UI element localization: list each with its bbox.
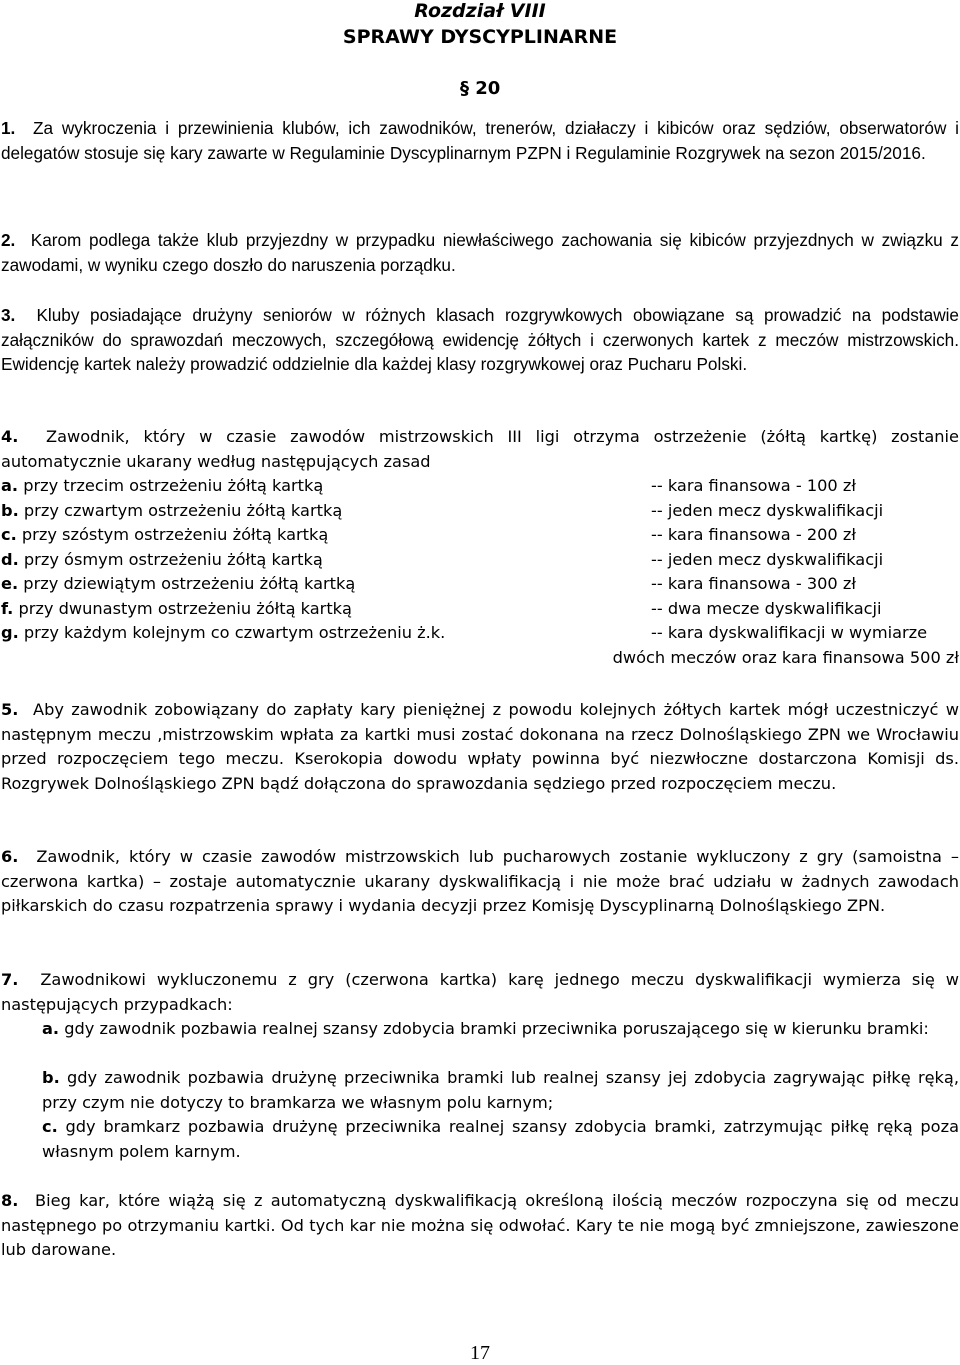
item-penalty: -- dwa mecze dyskwalifikacji — [651, 598, 882, 618]
item-penalty: -- kara dyskwalifikacji w wymiarze — [651, 623, 928, 642]
item-penalty: -- kara finansowa - 100 zł — [651, 476, 856, 495]
item-text: przy czwartym ostrzeżeniu żółtą kartką — [23, 500, 343, 520]
list-item-continuation — [1, 646, 959, 671]
item-letter: a. — [1, 476, 19, 495]
paragraph-number: 6. — [1, 847, 19, 866]
list-item — [1, 572, 959, 597]
item-letter: a. — [42, 1019, 60, 1038]
paragraph-text: Karom podlega także klub przyjezdny w przypadku niewłaściwego zachowania się kibiców przyjezdnych w związku z zawodami, w wyniku czego doszło do naruszenia porządku. — [1, 230, 959, 275]
item-letter: e. — [1, 574, 19, 593]
list-item — [1, 474, 959, 499]
list-item — [1, 621, 959, 646]
item-penalty-continuation: dwóch meczów oraz kara finansowa 500 zł — [612, 647, 959, 667]
item-letter: c. — [42, 1117, 58, 1136]
item-text: gdy zawodnik pozbawia drużynę przeciwnika bramki lub realnej szansy jej zdobycia zagrywając piłkę ręką, przy czym nie dotyczy to bramkarza we własnym polu karnym; — [42, 1068, 959, 1112]
paragraph-text: Za wykroczenia i przewinienia klubów, ich zawodników, trenerów, działaczy i kibiców oraz sędziów, obserwatorów i delegatów stosuje się kary zawarte w Regulaminie Dyscyplinarnym PZPN i Regulaminie Rozgrywek na sezon 2015/2016. — [1, 118, 959, 163]
paragraph-4 — [1, 425, 959, 474]
paragraph-number: 3. — [1, 305, 16, 325]
item-penalty: -- kara finansowa - 200 zł — [651, 525, 856, 544]
paragraph-8 — [1, 1189, 959, 1263]
paragraph-text: Zawodnik, który w czasie zawodów mistrzowskich III ligi otrzyma ostrzeżenie (żółtą kartkę) zostanie automatycznie ukarany według następujących zasad — [1, 427, 960, 471]
paragraph-number: 2. — [1, 230, 16, 250]
item-text: gdy zawodnik pozbawia realnej szansy zdobycia bramki przeciwnika poruszającego się w kierunku bramki: — [64, 1019, 929, 1038]
item-penalty: -- jeden mecz dyskwalifikacji — [651, 549, 884, 569]
paragraph-text: Kluby posiadające drużyny seniorów w różnych klasach rozgrywkowych obowiązane są prowadzić na podstawie załączników do sprawozdań meczowych, szczegółową ewidencję żółtych i czerwonych kartek z meczów mistrzowskich. Ewidencję kartek należy prowadzić oddzielnie dla każdej klasy rozgrywkowej oraz Pucharu Polski. — [1, 305, 959, 374]
item-letter: g. — [1, 623, 19, 642]
item-letter: b. — [1, 500, 19, 520]
paragraph-number: 8. — [1, 1191, 19, 1210]
paragraph-2 — [1, 228, 959, 277]
item-text: przy trzecim ostrzeżeniu żółtą kartką — [23, 476, 324, 495]
section-number: § 20 — [460, 78, 501, 99]
paragraph-text: Aby zawodnik zobowiązany do zapłaty kary pieniężnej z powodu kolejnych żółtych kartek mógł uczestniczyć w następnym meczu ,mistrzowskim wpłata za kartki musi zostać dokonana na rzecz Dolnośląskiego ZPN we Wrocławiu przed rozpoczęciem tego meczu. Kserokopia dowodu wpłaty powinna być niezwłoczne dostarczona Komisji ds. Rozgrywek Dolnośląskiego ZPN bądź dołączona do sprawozdania sędziego przed rozpoczęciem meczu. — [1, 700, 959, 793]
list-item — [42, 1115, 959, 1164]
item-letter: b. — [42, 1068, 60, 1087]
item-text: gdy bramkarz pozbawia drużynę przeciwnika realnej szansy zdobycia bramki, zatrzymując piłkę ręką poza własnym polem karnym. — [42, 1117, 959, 1161]
paragraph-7 — [1, 968, 959, 1017]
list-item — [1, 499, 959, 524]
list-item — [1, 597, 959, 622]
item-text: przy dwunastym ostrzeżeniu żółtą kartką — [18, 598, 352, 618]
list-item — [1, 523, 959, 548]
chapter-subtitle: SPRAWY DYSCYPLINARNE — [342, 26, 618, 48]
paragraph-text: Bieg kar, które wiążą się z automatyczną dyskwalifikacją określoną ilością meczów rozpoczyna się od meczu następnego po otrzymaniu kartki. Od tych kar nie można się odwołać. Kary te nie mogą być zmniejszone, zawieszone lub darowane. — [1, 1191, 959, 1259]
item-penalty: -- jeden mecz dyskwalifikacji — [651, 500, 884, 520]
item-text: przy każdym kolejnym co czwartym ostrzeżeniu ż.k. — [23, 623, 446, 642]
list-item — [1, 548, 959, 573]
paragraph-5 — [1, 698, 959, 796]
paragraph-number: 7. — [1, 970, 19, 989]
item-letter: d. — [1, 549, 19, 569]
paragraph-text: Zawodnik, który w czasie zawodów mistrzowskich lub pucharowych zostanie wykluczony z gry (samoistna – czerwona kartka) – zostaje automatycznie ukarany dyskwalifikacją i nie może brać udziału w żadnych zawodach piłkarskich do czasu rozpatrzenia sprawy i wydania decyzji przez Komisję Dyscyplinarną Dolnośląskiego ZPN. — [1, 847, 959, 915]
item-letter: f. — [1, 598, 14, 618]
paragraph-3 — [1, 303, 959, 377]
paragraph-number: 5. — [1, 700, 19, 719]
paragraph-text: Zawodnikowi wykluczonemu z gry (czerwona kartka) karę jednego meczu dyskwalifikacji wymierza się w następujących przypadkach: — [1, 970, 960, 1014]
paragraph-1 — [1, 116, 959, 165]
item-text: przy dziewiątym ostrzeżeniu żółtą kartką — [23, 574, 356, 593]
paragraph-number: 1. — [1, 118, 16, 138]
item-penalty: -- kara finansowa - 300 zł — [651, 574, 856, 593]
paragraph-6 — [1, 845, 959, 919]
item-text: przy ósmym ostrzeżeniu żółtą kartką — [23, 549, 323, 569]
page-number: 17 — [470, 1342, 490, 1364]
penalty-list — [1, 474, 959, 670]
chapter-title: Rozdział VIII — [414, 0, 546, 22]
list-item — [42, 1017, 959, 1042]
list-item — [42, 1066, 959, 1115]
paragraph-number: 4. — [1, 427, 19, 446]
item-letter: c. — [1, 525, 17, 544]
item-text: przy szóstym ostrzeżeniu żółtą kartką — [21, 525, 329, 544]
